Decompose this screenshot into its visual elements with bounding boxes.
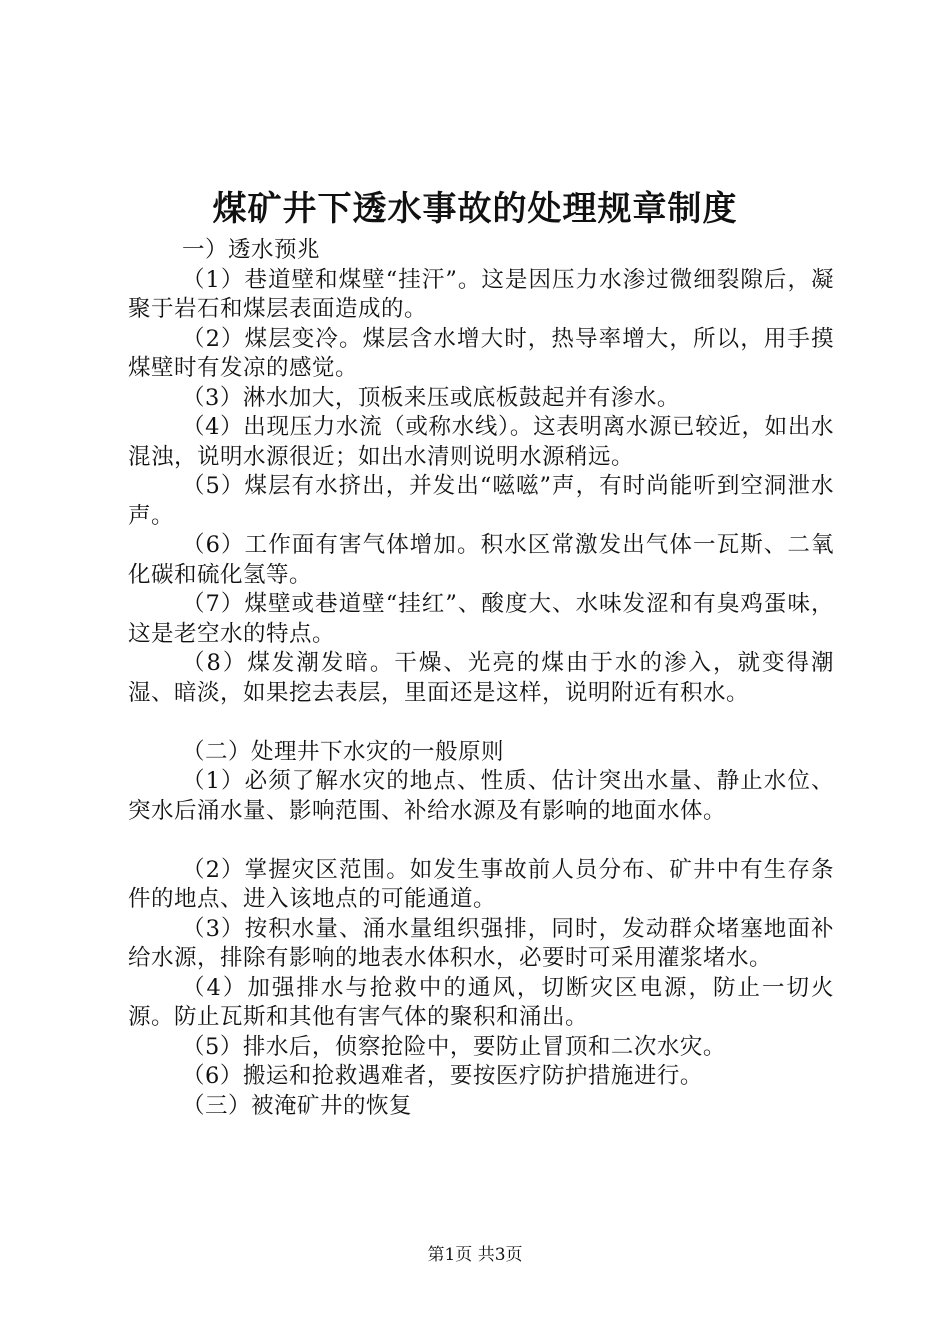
- section-heading-1: 一）透水预兆: [182, 237, 321, 263]
- paragraph: （1）巷道壁和煤壁“挂汗”。这是因压力水渗过微细裂隙后，凝聚于岩石和煤层表面造成的。: [128, 266, 834, 322]
- section-heading-2: （二）处理井下水灾的一般原则: [182, 738, 505, 765]
- section-heading-3: （三）被淹矿井的恢复: [182, 1092, 413, 1119]
- paragraph: （4）加强排水与抢救中的通风，切断灾区电源，防止一切火源。防止瓦斯和其他有害气体的聚积和涌出。: [128, 974, 834, 1030]
- paragraph: （8）煤发潮发暗。干燥、光亮的煤由于水的渗入，就变得潮湿、暗淡，如果挖去表层，里面还是这样，说明附近有积水。: [128, 650, 834, 706]
- paragraph: （5）排水后，侦察抢险中，要防止冒顶和二次水灾。: [182, 1033, 726, 1060]
- document-title: 煤矿井下透水事故的处理规章制度: [212, 189, 738, 229]
- paragraph: （7）煤壁或巷道壁“挂红”、酸度大、水味发涩和有臭鸡蛋味，这是老空水的特点。: [128, 591, 834, 647]
- page-footer: 第1页 共3页: [427, 1245, 523, 1265]
- paragraph: （6）工作面有害气体增加。积水区常激发出气体一瓦斯、二氧化碳和硫化氢等。: [128, 532, 834, 588]
- paragraph: （4）出现压力水流（或称水线）。这表明离水源已较近，如出水混浊，说明水源很近；如出水清则说明水源稍远。: [128, 414, 834, 470]
- paragraph: （3）淋水加大，顶板来压或底板鼓起并有渗水。: [182, 384, 680, 411]
- document-body: [128, 236, 834, 1121]
- paragraph: （5）煤层有水挤出，并发出“嗞嗞”声，有时尚能听到空洞泄水声。: [128, 473, 834, 529]
- paragraph: （3）按积水量、涌水量组织强排，同时，发动群众堵塞地面补给水源，排除有影响的地表水体积水，必要时可采用灌浆堵水。: [128, 915, 834, 971]
- paragraph: （1）必须了解水灾的地点、性质、估计突出水量、静止水位、突水后涌水量、影响范围、补给水源及有影响的地面水体。: [128, 768, 834, 824]
- paragraph: （6）搬运和抢救遇难者，要按医疗防护措施进行。: [182, 1063, 703, 1089]
- paragraph: （2）掌握灾区范围。如发生事故前人员分布、矿井中有生存条件的地点、进入该地点的可能通道。: [128, 856, 834, 912]
- paragraph: （2）煤层变冷。煤层含水增大时，热导率增大，所以，用手摸煤壁时有发凉的感觉。: [128, 325, 834, 381]
